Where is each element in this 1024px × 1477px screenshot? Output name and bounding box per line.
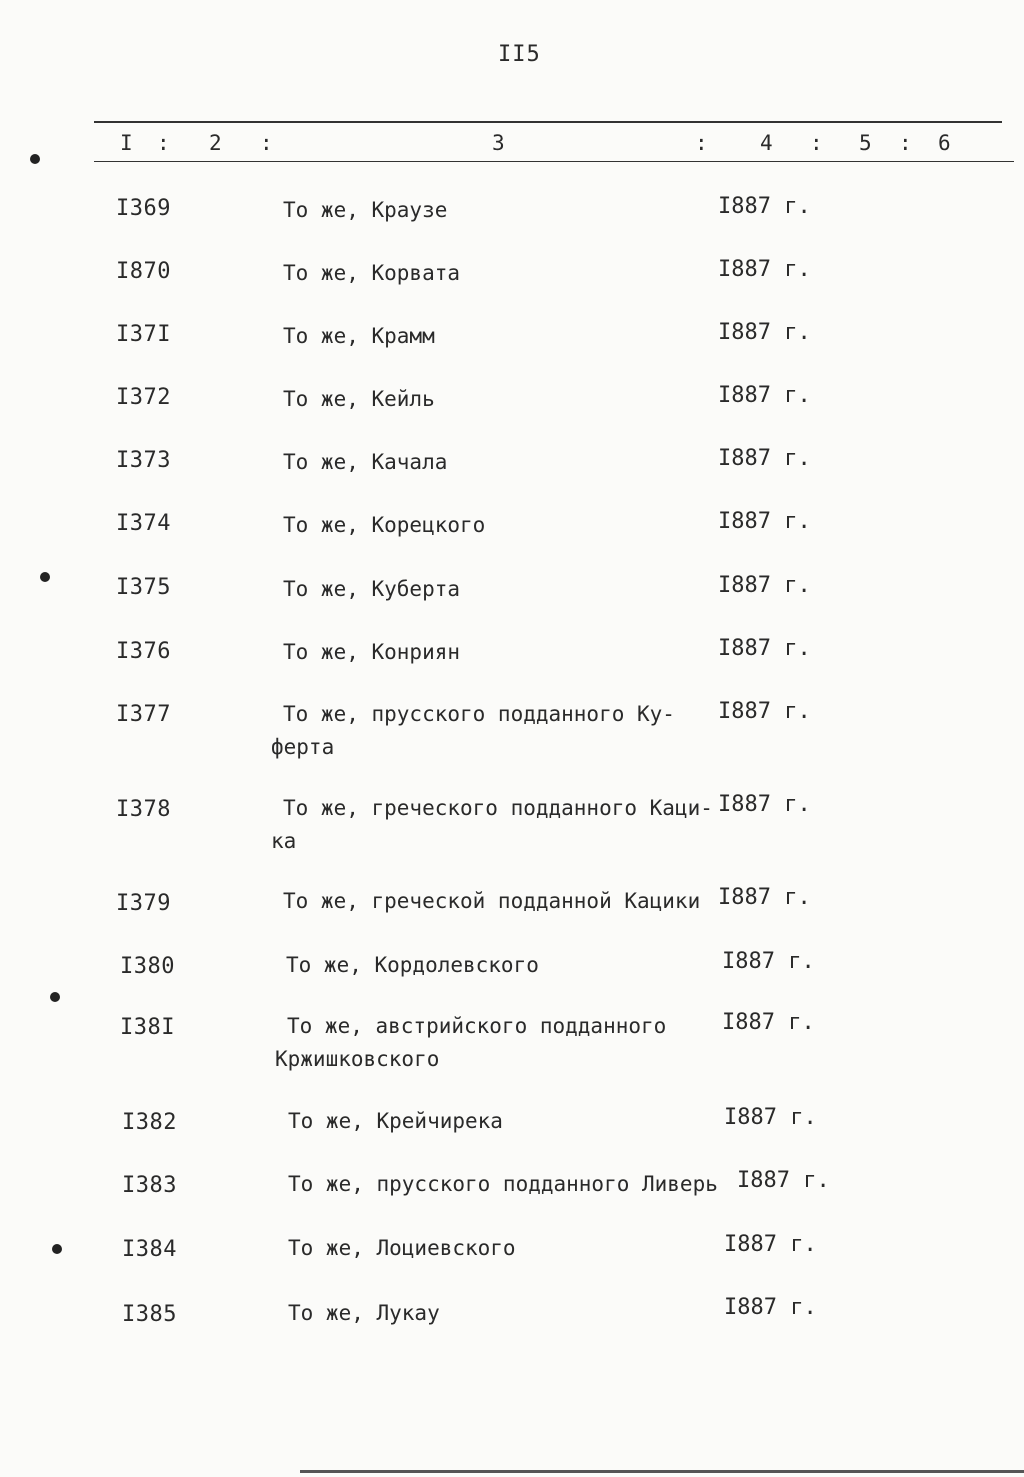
- row-number: I37I: [116, 322, 171, 347]
- row-description: То же, Лоциевского: [288, 1236, 516, 1260]
- row-year: I887 г.: [718, 573, 811, 598]
- row-description-line2: ка: [271, 829, 297, 853]
- row-year: I887 г.: [718, 636, 811, 661]
- row-description: То же, Крейчирека: [288, 1109, 503, 1133]
- row-number: I376: [116, 639, 171, 664]
- row-year: I887 г.: [724, 1232, 817, 1257]
- row-number: I870: [116, 259, 171, 284]
- row-description: То же, Крамм: [283, 324, 435, 348]
- row-number: I382: [122, 1110, 177, 1135]
- col-sep: :: [810, 131, 823, 155]
- row-number: I372: [116, 385, 171, 410]
- col-header-6: 6: [938, 131, 951, 155]
- row-number: I383: [122, 1173, 177, 1198]
- binder-hole-dot: [30, 154, 40, 164]
- row-description: То же, Качала: [283, 450, 448, 474]
- row-number: I369: [116, 196, 171, 221]
- col-header-3: 3: [492, 131, 505, 155]
- row-year: I887 г.: [718, 320, 811, 345]
- header-top-rule: [94, 121, 1002, 123]
- row-year: I887 г.: [718, 699, 811, 724]
- col-sep: :: [157, 131, 170, 155]
- row-number: I380: [120, 954, 175, 979]
- row-number: I385: [122, 1302, 177, 1327]
- row-description-line2: Кржишковского: [275, 1047, 440, 1071]
- row-description: То же, Лукау: [288, 1301, 440, 1325]
- row-number: I374: [116, 511, 171, 536]
- row-number: I384: [122, 1237, 177, 1262]
- row-number: I377: [116, 702, 171, 727]
- row-year: I887 г.: [718, 257, 811, 282]
- row-description: То же, Конриян: [283, 640, 461, 664]
- row-description: То же, Корецкого: [283, 513, 486, 537]
- row-number: I38I: [120, 1015, 175, 1040]
- header-bottom-rule: [94, 161, 1014, 162]
- row-description: [271, 792, 713, 858]
- row-number: I378: [116, 797, 171, 822]
- row-year: I887 г.: [722, 1010, 815, 1035]
- row-description: [275, 1010, 667, 1076]
- binder-hole-dot: [52, 1244, 62, 1254]
- row-description: То же, Кордолевского: [286, 953, 539, 977]
- row-description-line1: То же, прусского подданного Ку-: [283, 702, 675, 726]
- row-description-line2: ферта: [271, 735, 335, 759]
- row-description: То же, Кейль: [283, 387, 435, 411]
- row-year: I887 г.: [718, 885, 811, 910]
- row-number: I375: [116, 575, 171, 600]
- row-year: I887 г.: [724, 1295, 817, 1320]
- row-year: I887 г.: [718, 383, 811, 408]
- row-number: I379: [116, 891, 171, 916]
- row-year: I887 г.: [737, 1168, 830, 1193]
- binder-hole-dot: [50, 992, 60, 1002]
- row-number: I373: [116, 448, 171, 473]
- row-description: [271, 698, 675, 764]
- col-header-5: 5: [859, 131, 872, 155]
- row-description: То же, Куберта: [283, 577, 461, 601]
- col-header-1: I: [120, 131, 133, 155]
- row-description: То же, прусского подданного Ливерь: [288, 1172, 718, 1196]
- row-description: То же, Краузе: [283, 198, 448, 222]
- page-bottom-edge: [300, 1470, 1024, 1473]
- col-sep: :: [695, 131, 708, 155]
- page-number: II5: [498, 42, 541, 67]
- col-header-4: 4: [760, 131, 773, 155]
- row-year: I887 г.: [718, 194, 811, 219]
- col-header-2: 2: [209, 131, 222, 155]
- row-year: I887 г.: [718, 792, 811, 817]
- row-year: I887 г.: [718, 509, 811, 534]
- row-year: I887 г.: [718, 446, 811, 471]
- col-sep: :: [260, 131, 273, 155]
- row-description: То же, греческой подданной Кацики: [283, 889, 701, 913]
- col-sep: :: [899, 131, 912, 155]
- row-description-line1: То же, греческого подданного Каци-: [283, 796, 713, 820]
- row-description-line1: То же, австрийского подданного: [287, 1014, 667, 1038]
- row-description: То же, Корвата: [283, 261, 461, 285]
- row-year: I887 г.: [722, 949, 815, 974]
- row-year: I887 г.: [724, 1105, 817, 1130]
- binder-hole-dot: [40, 572, 50, 582]
